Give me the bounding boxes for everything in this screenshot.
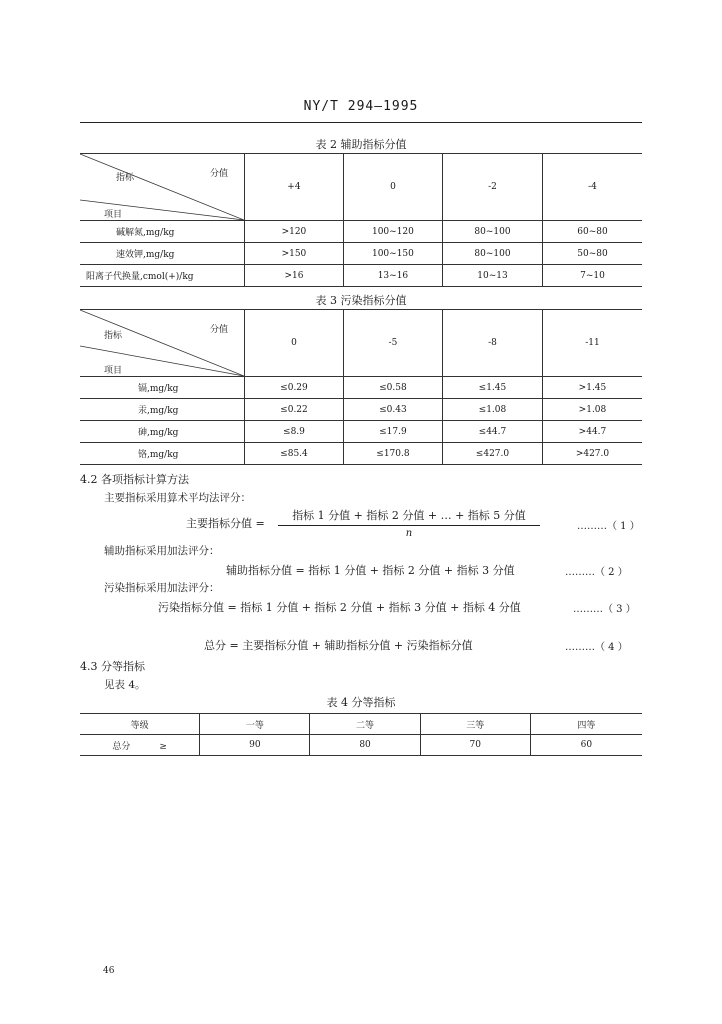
table2-caption: 表 2 辅助指标分值 [315,138,407,151]
table2-row-label: 速效钾,mg/kg [80,243,245,265]
table3-cell: ≤0.43 [343,399,442,421]
table-row [80,443,642,465]
table3-cell: ≤44.7 [442,421,542,443]
table2-col-header: -2 [443,154,543,221]
table-row [80,243,642,265]
table2-cell: 100~150 [343,243,442,265]
eq1-denominator: n [405,528,413,539]
table3-cell: ≤0.58 [343,377,442,399]
table3-row-label: 铬,mg/kg [80,443,245,465]
eq3-number: ………（ 3 ） [573,604,636,615]
table3-corner-mid: 指标 [104,331,123,341]
table2 [80,153,642,287]
table2-corner-mid: 指标 [116,173,135,183]
eq1-fraction-bar [278,525,540,526]
table3-cell: >427.0 [542,443,642,465]
table2-cell: 60~80 [543,221,642,243]
table3-corner-bottom: 项目 [104,366,123,376]
table4-row-label: 总分 [112,741,131,752]
eq4-number: ………（ 4 ） [565,642,628,653]
table3-cell: ≤1.08 [442,399,542,421]
table4-cell: 90 [200,735,310,756]
table2-cell: 7~10 [543,265,642,287]
eq2-number: ………（ 2 ） [565,567,628,578]
section-4-2-heading: 4.2 各项指标计算方法 [80,473,189,486]
table3-row-label: 镉,mg/kg [80,377,245,399]
table4-grade: 四等 [530,714,642,735]
table-row [80,377,642,399]
table-row [80,421,642,443]
eq4: 总分 = 主要指标分值 + 辅助指标分值 + 污染指标分值 [204,639,473,652]
table3-cell: ≤17.9 [343,421,442,443]
table3-col-header: -8 [442,310,542,377]
table2-cell: 13~16 [343,265,442,287]
table3-row-label: 砷,mg/kg [80,421,245,443]
table4-cell: 70 [420,735,530,756]
table-row [80,399,642,421]
table3-cell: ≤85.4 [245,443,344,465]
section-4-2-p2: 辅助指标采用加法评分： [104,545,220,557]
table3-cell: >44.7 [542,421,642,443]
table4-cell: 60 [530,735,642,756]
table3-col-header: 0 [245,310,344,377]
table4-row-symbol: ≥ [159,741,167,752]
table-row [80,265,642,287]
table3-caption: 表 3 污染指标分值 [315,294,407,307]
table3 [80,309,642,465]
table3-corner-cell [80,310,245,377]
table-row [80,221,642,243]
table2-row-label: 阳离子代换量,cmol(+)/kg [80,265,245,287]
table3-col-header: -5 [343,310,442,377]
table2-row-label: 碱解氮,mg/kg [80,221,245,243]
table3-cell: ≤427.0 [442,443,542,465]
table2-cell: 100~120 [343,221,442,243]
table2-cell: 10~13 [443,265,543,287]
table2-cell: >120 [245,221,344,243]
table4-header-label: 等级 [80,714,200,735]
table3-cell: ≤170.8 [343,443,442,465]
section-4-2-p1: 主要指标采用算术平均法评分： [104,492,251,504]
table3-cell: ≤0.22 [245,399,344,421]
table4 [80,713,642,756]
table4-caption: 表 4 分等指标 [326,696,396,709]
eq3: 污染指标分值 = 指标 1 分值 + 指标 2 分值 + 指标 3 分值 + 指标 4 分值 [158,601,521,614]
eq1-number: ………（ 1 ） [577,521,640,532]
table3-cell: >1.45 [542,377,642,399]
page-number: 46 [103,966,115,976]
table4-grade: 二等 [310,714,420,735]
table4-row-label-cell [80,735,200,756]
table4-grade: 三等 [420,714,530,735]
standard-number: NY/T 294—1995 [303,99,419,114]
section-4-3-p1: 见表 4。 [104,679,146,691]
section-4-2-p3: 污染指标采用加法评分： [104,582,220,594]
table2-cell: >16 [245,265,344,287]
table-row [80,735,642,756]
header-rule [80,122,642,123]
table3-cell: ≤1.45 [442,377,542,399]
eq2: 辅助指标分值 = 指标 1 分值 + 指标 2 分值 + 指标 3 分值 [226,564,515,577]
table2-col-header: 0 [343,154,442,221]
table4-cell: 80 [310,735,420,756]
table2-corner-bottom: 项目 [104,210,123,220]
table2-col-header: -4 [543,154,642,221]
table2-corner-cell [80,154,245,221]
table3-corner-top: 分值 [210,325,229,335]
table2-cell: 80~100 [443,221,543,243]
table3-col-header: -11 [542,310,642,377]
table4-grade: 一等 [200,714,310,735]
table2-cell: 50~80 [543,243,642,265]
eq1-lhs: 主要指标分值 = [186,517,265,530]
table2-cell: 80~100 [443,243,543,265]
table3-row-label: 汞,mg/kg [80,399,245,421]
table3-cell: ≤0.29 [245,377,344,399]
eq1-numerator: 指标 1 分值 + 指标 2 分值 + … + 指标 5 分值 [292,509,526,522]
table2-cell: >150 [245,243,344,265]
table2-corner-top: 分值 [210,169,229,179]
table2-col-header: +4 [245,154,344,221]
table3-cell: ≤8.9 [245,421,344,443]
eq1-fraction [278,507,540,539]
table3-cell: >1.08 [542,399,642,421]
section-4-3-heading: 4.3 分等指标 [80,660,145,673]
